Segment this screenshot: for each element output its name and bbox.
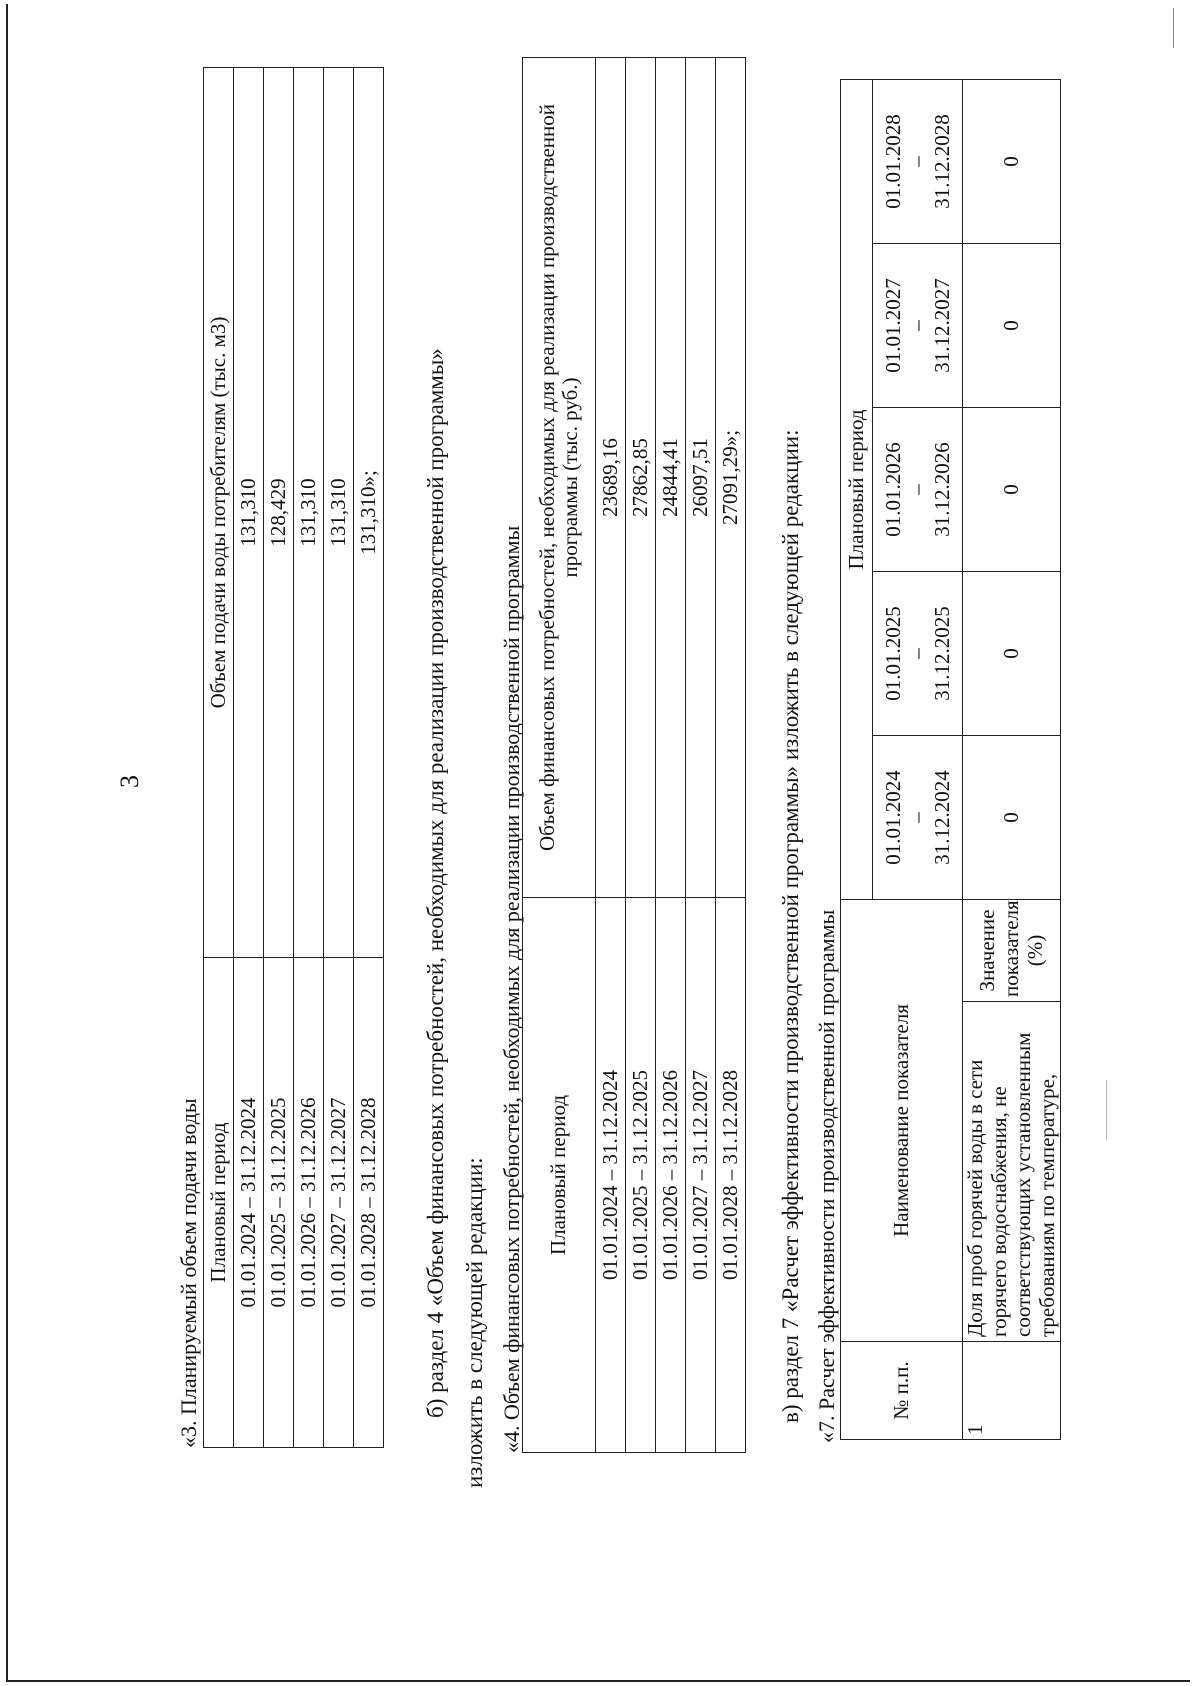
value-cell: 0: [963, 243, 1061, 407]
period-cell: 01.01.2027 – 31.12.2027: [686, 898, 716, 1453]
header-number: № п.п.: [841, 1342, 963, 1440]
period-cell: 01.01.2028 – 31.12.2028: [716, 898, 746, 1453]
period-cell: 01.01.2028 – 31.12.2028: [354, 958, 384, 1448]
value-cell: 0: [963, 407, 1061, 571]
table-row: [626, 58, 656, 1453]
period-cell: 01.01.2025 – 31.12.2025: [264, 958, 294, 1448]
water-supply-table: [203, 67, 384, 1448]
table-row: [656, 58, 686, 1453]
table-row: [354, 68, 384, 1448]
table-row: [963, 79, 1061, 1439]
period-header: 01.01.2028 – 31.12.2028: [873, 79, 963, 243]
value-cell: 131,310: [234, 68, 264, 958]
table-header-row: [523, 58, 596, 1453]
table7-caption: «7. Расчет эффективности производственной программы: [814, 909, 839, 1443]
table-row: [264, 68, 294, 1448]
table-header-row: [841, 79, 873, 1439]
header-financial-volume: Объем финансовых потребностей, необходимых для реализации производственной программы (тыс. руб.): [523, 58, 596, 898]
value-cell: 27862,85: [626, 58, 656, 898]
header-volume: Объем подачи воды потребителям (тыс. м3): [204, 68, 234, 958]
table-row: [234, 68, 264, 1448]
period-cell: 01.01.2027 – 31.12.2027: [324, 958, 354, 1448]
indicator-name: Доля проб горячей воды в сети горячего водоснабжения, не соответствующих установленным требованиям по температуре,: [963, 1002, 1061, 1342]
header-period: Плановый период: [204, 958, 234, 1448]
paragraph-b-line1: б) раздел 4 «Объем финансовых потребностей, необходимых для реализации производственной программы»: [423, 348, 448, 1418]
value-cell: 23689,16: [596, 58, 626, 898]
efficiency-table: [840, 79, 1061, 1440]
table-row: [324, 68, 354, 1448]
indicator-unit: Значение показателя (%): [963, 899, 1061, 1001]
value-cell: 0: [963, 735, 1061, 899]
table-row: [686, 58, 716, 1453]
value-cell: 131,310: [324, 68, 354, 958]
value-cell: 131,310»;: [354, 68, 384, 958]
table4-caption: «4. Объем финансовых потребностей, необходимых для реализации производственной программы: [499, 525, 524, 1453]
period-cell: 01.01.2024 – 31.12.2024: [234, 958, 264, 1448]
value-cell: 131,310: [294, 68, 324, 958]
header-planned-period: Плановый период: [841, 79, 873, 899]
row-number: 1: [963, 1342, 1061, 1440]
paragraph-c-line1: в) раздел 7 «Расчет эффективности производственной программы» изложить в следующей редакции:: [778, 429, 803, 1423]
period-cell: 01.01.2026 – 31.12.2026: [294, 958, 324, 1448]
value-cell: 26097,51: [686, 58, 716, 898]
value-cell: 27091,29»;: [716, 58, 746, 898]
table-row: [596, 58, 626, 1453]
table-row: [294, 68, 324, 1448]
header-indicator-name: Наименование показателя: [841, 899, 963, 1341]
table-row: [716, 58, 746, 1453]
period-cell: 01.01.2026 – 31.12.2026: [656, 898, 686, 1453]
document-page: [25, 8, 1185, 1668]
value-cell: 24844,41: [656, 58, 686, 898]
period-header: 01.01.2024 – 31.12.2024: [873, 735, 963, 899]
header-period: Плановый период: [523, 898, 596, 1453]
table3-caption: «3. Планируемый объем подачи воды: [176, 1098, 201, 1448]
value-cell: 0: [963, 571, 1061, 735]
page-number: 3: [115, 775, 144, 788]
period-cell: 01.01.2024 – 31.12.2024: [596, 898, 626, 1453]
value-cell: 0: [963, 79, 1061, 243]
period-header: 01.01.2025 – 31.12.2025: [873, 571, 963, 735]
financial-needs-table: [522, 57, 746, 1453]
period-cell: 01.01.2025 – 31.12.2025: [626, 898, 656, 1453]
paragraph-b-line2: изложить в следующей редакции:: [462, 1157, 487, 1488]
table-header-row: [204, 68, 234, 1448]
value-cell: 128,429: [264, 68, 294, 958]
period-header: 01.01.2027 – 31.12.2027: [873, 243, 963, 407]
period-header: 01.01.2026 – 31.12.2026: [873, 407, 963, 571]
